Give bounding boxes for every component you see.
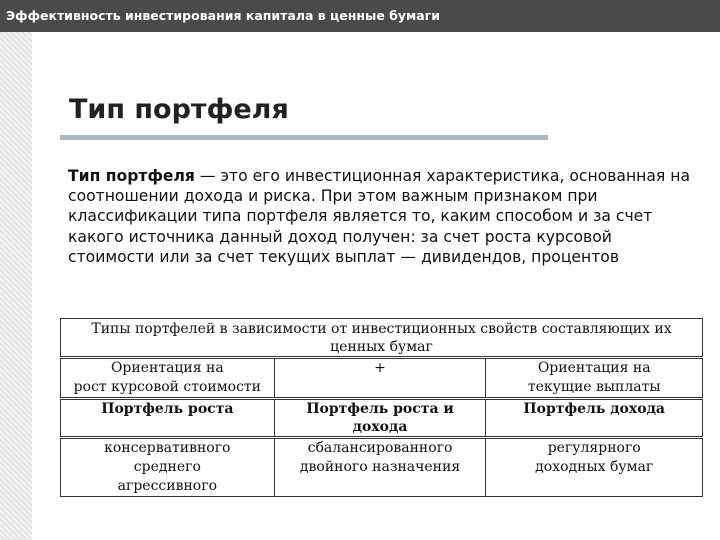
title-underline: [60, 135, 548, 140]
table-kinds-row: [61, 438, 703, 497]
table-orientation-row: [61, 358, 703, 399]
kind-item: сбалансированного: [307, 440, 453, 456]
portfolio-name-growth-income: Портфель роста и дохода: [274, 399, 486, 438]
kind-item: среднего: [133, 459, 201, 475]
kinds-growth-income-cell: [274, 438, 486, 497]
kind-item: двойного назначения: [299, 459, 461, 475]
orientation-plus-cell: [274, 358, 486, 399]
portfolio-name-growth: Портфель роста: [61, 399, 275, 438]
table-portfolio-names-row: [61, 399, 703, 438]
decorative-left-strip: [0, 32, 32, 540]
slide-title: Тип портфеля: [69, 94, 289, 125]
kinds-income-cell: [486, 438, 703, 497]
header-bar: [0, 0, 720, 32]
kind-item: консервативного: [104, 440, 231, 456]
portfolio-name-income: Портфель дохода: [486, 399, 703, 438]
portfolio-types-table: [60, 318, 703, 497]
orientation-income-cell: [486, 358, 703, 399]
table-caption: Типы портфелей в зависимости от инвестиционных свойств составляющих их ценных бумаг: [61, 319, 703, 358]
orientation-growth-cell: [61, 358, 275, 399]
kind-item: регулярного: [547, 440, 641, 456]
table-caption-row: [61, 319, 703, 358]
body-paragraph: [68, 166, 700, 267]
kinds-growth-cell: [61, 438, 275, 497]
body-definition: — это его инвестиционная характеристика, основанная на соотношении дохода и риска. При этом важным признаком при классификации типа портфеля является то, каким способом и за счет какого источника данный доход получен: за счет роста курсовой стоимости или за счет текущих выплат — дивидендов, процентов: [68, 167, 691, 266]
orientation-growth-line2: рост курсовой стоимости: [73, 379, 261, 395]
body-term: Тип портфеля: [68, 167, 195, 185]
kind-item: доходных бумаг: [535, 459, 654, 475]
orientation-income-line2: текущие выплаты: [527, 379, 661, 395]
header-title: Эффективность инвестирования капитала в ценные бумаги: [6, 8, 441, 23]
orientation-plus: +: [374, 360, 386, 376]
orientation-income-line1: Ориентация на: [537, 360, 651, 376]
kind-item: агрессивного: [117, 478, 218, 494]
orientation-growth-line1: Ориентация на: [110, 360, 224, 376]
